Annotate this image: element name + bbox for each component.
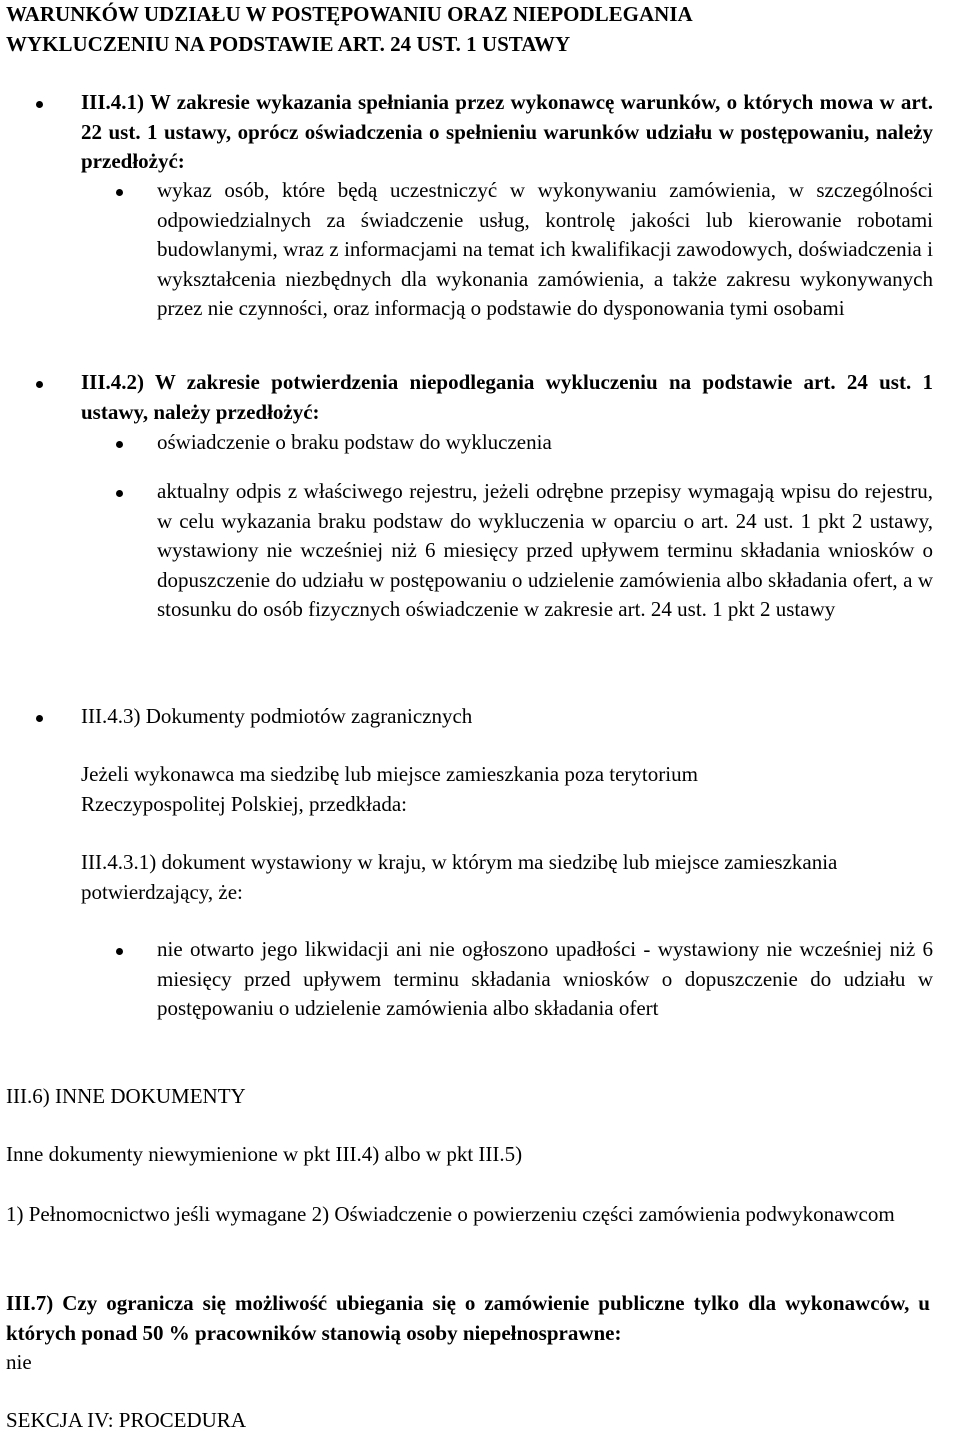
section-iii-4-2-item-1: oświadczenie o braku podstaw do wykluczenia bbox=[157, 430, 552, 454]
section-iii-7-answer: nie bbox=[6, 1350, 32, 1374]
section-iii-4-2-intro: III.4.2) W zakresie potwierdzenia niepodlegania wykluczeniu na podstawie art. 24 ust. 1 ustawy, należy przedłożyć: bbox=[81, 370, 933, 424]
section-iii-4-3-para-2: III.4.3.1) dokument wystawiony w kraju, w którym ma siedzibę lub miejsce zamieszkania potwierdzający, że: bbox=[81, 850, 838, 904]
section-iii-7-question: III.7) Czy ogranicza się możliwość ubiegania się o zamówienie publiczne tylko dla wykonawców, u których ponad 50 % pracowników stanowią osoby niepełnosprawne: bbox=[6, 1291, 930, 1345]
heading-line-2: WYKLUCZENIU NA PODSTAWIE ART. 24 UST. 1 USTAWY bbox=[6, 32, 571, 56]
bullet-icon bbox=[116, 948, 123, 955]
section-iii-4-3-item: nie otwarto jego likwidacji ani nie ogłoszono upadłości - wystawiony nie wcześniej niż 6 miesięcy przed upływem terminu składania wniosków o dopuszczenie do udziału w postępowaniu o udzielenie zamówienia albo składania ofert bbox=[157, 937, 933, 1020]
section-iii-6-line-2: 1) Pełnomocnictwo jeśli wymagane 2) Oświadczenie o powierzeniu części zamówienia podwykonawcom bbox=[6, 1202, 895, 1226]
bullet-icon bbox=[116, 189, 123, 196]
bullet-icon bbox=[36, 101, 43, 108]
section-iv-title: SEKCJA IV: PROCEDURA bbox=[6, 1408, 246, 1432]
section-iii-4-1-item: wykaz osób, które będą uczestniczyć w wykonywaniu zamówienia, w szczególności odpowiedzialnych za świadczenie usług, kontrolę jakości lub kierowanie robotami budowlanymi, wraz z informacjami na temat ich kwalifikacji zawodowych, doświadczenia i wykształcenia niezbędnych dla wykonania zamówienia, a także zakresu wykonywanych przez nie czynności, oraz informacją o podstawie do dysponowania tymi osobami bbox=[157, 178, 933, 320]
section-iii-6-title: III.6) INNE DOKUMENTY bbox=[6, 1084, 246, 1108]
bullet-icon bbox=[36, 715, 43, 722]
section-iii-4-3-title: III.4.3) Dokumenty podmiotów zagranicznych bbox=[81, 704, 473, 728]
bullet-icon bbox=[116, 441, 123, 448]
section-iii-4-1-intro: III.4.1) W zakresie wykazania spełniania przez wykonawcę warunków, o których mowa w art. 22 ust. 1 ustawy, oprócz oświadczenia o spełnieniu warunków udziału w postępowaniu, należy przedłożyć: bbox=[81, 90, 933, 173]
section-iii-4-2-item-2: aktualny odpis z właściwego rejestru, jeżeli odrębne przepisy wymagają wpisu do rejestru, w celu wykazania braku podstaw do wykluczenia w oparciu o art. 24 ust. 1 pkt 2 ustawy, wystawiony nie wcześniej niż 6 miesięcy przed upływem terminu składania wniosków o dopuszczenie do udziału w postępowaniu o udzielenie zamówienia albo składania ofert, a w stosunku do osób fizycznych oświadczenie w zakresie art. 24 ust. 1 pkt 2 ustawy bbox=[157, 479, 933, 621]
bullet-icon bbox=[116, 490, 123, 497]
bullet-icon bbox=[36, 381, 43, 388]
section-iii-4-3-para-1: Jeżeli wykonawca ma siedzibę lub miejsce zamieszkania poza terytorium Rzeczypospolitej Polskiej, przedkłada: bbox=[81, 762, 698, 816]
section-iii-6-line-1: Inne dokumenty niewymienione w pkt III.4) albo w pkt III.5) bbox=[6, 1142, 523, 1166]
heading-line-1: WARUNKÓW UDZIAŁU W POSTĘPOWANIU ORAZ NIEPODLEGANIA bbox=[6, 2, 693, 26]
